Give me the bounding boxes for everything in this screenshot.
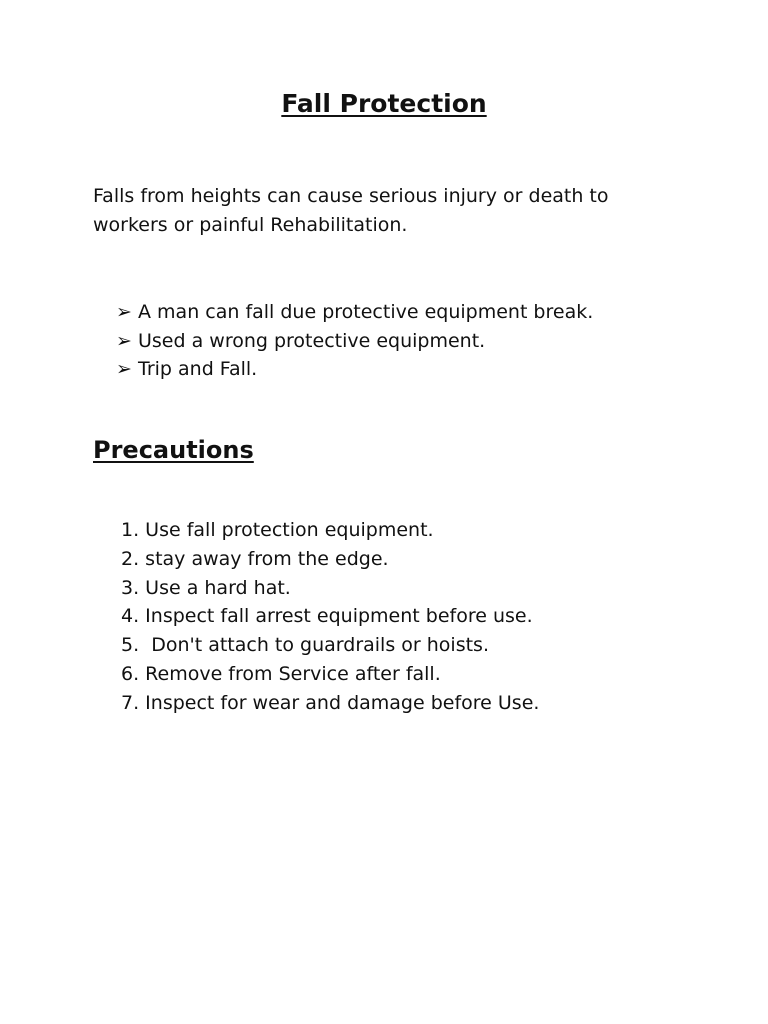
list-item (116, 298, 593, 327)
precautions-heading: Precautions (93, 436, 254, 464)
list-item: 1. Use fall protection equipment. (121, 519, 434, 541)
list-item (116, 327, 593, 356)
page-title: Fall Protection (281, 89, 487, 118)
hazard-text: Used a wrong protective equipment. (138, 329, 486, 352)
list-item: 7. Inspect for wear and damage before Use. (121, 691, 540, 714)
arrow-bullet-icon: ➢ (116, 358, 132, 380)
list-item: 3. Use a hard hat. (121, 576, 291, 599)
hazard-text: Trip and Fall. (138, 358, 258, 380)
precautions-list (121, 516, 539, 718)
list-item: 6. Remove from Service after fall. (121, 662, 441, 685)
list-item: 5. Don't attach to guardrails or hoists. (121, 634, 489, 657)
hazard-text: A man can fall due protective equipment break. (138, 301, 594, 323)
hazard-list (116, 298, 593, 384)
list-item (116, 355, 593, 384)
list-item: 4. Inspect fall arrest equipment before use. (121, 605, 533, 628)
arrow-bullet-icon: ➢ (116, 301, 132, 323)
list-item: 2. stay away from the edge. (121, 547, 389, 570)
arrow-bullet-icon: ➢ (116, 329, 132, 352)
intro-paragraph: Falls from heights can cause serious injury or death to workers or painful Rehabilitation. (93, 185, 609, 236)
